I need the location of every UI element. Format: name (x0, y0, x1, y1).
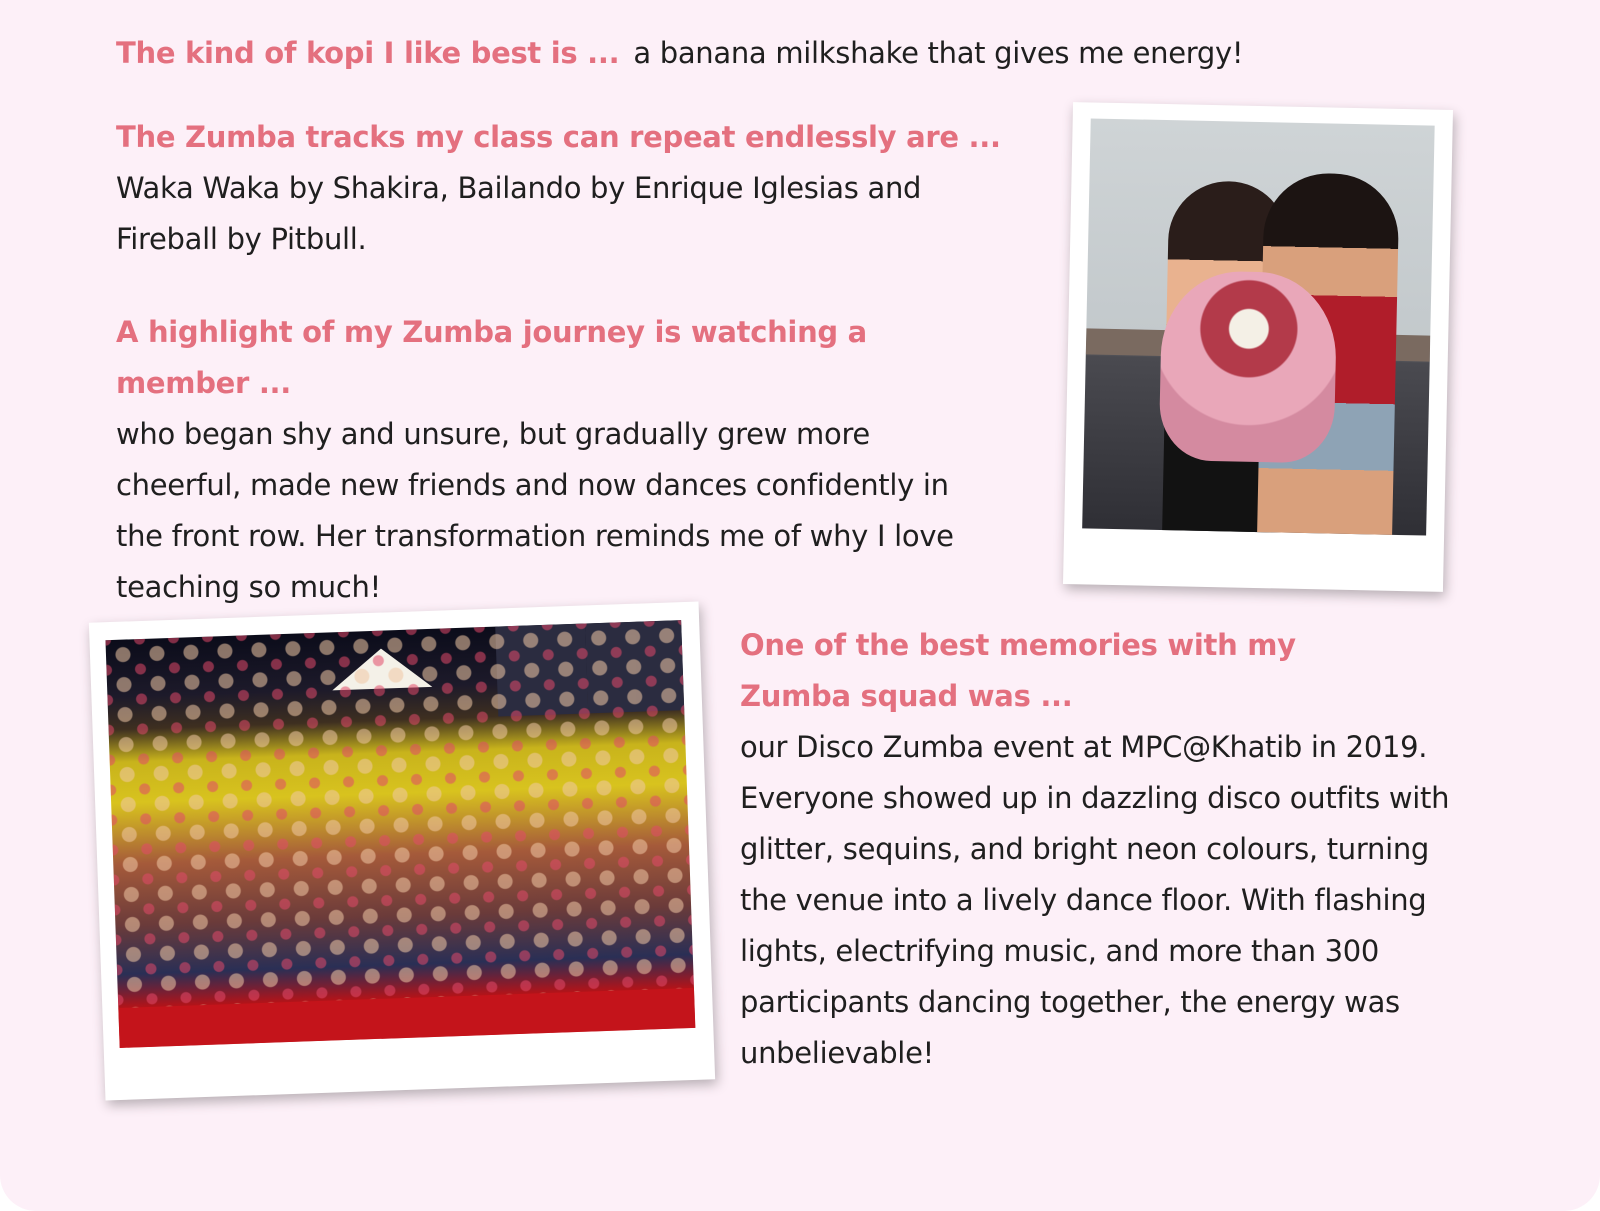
highlight-answer: who began shy and unsure, but gradually grew more cheerful, made new friends and now dances confidently in the front row. Her transformation reminds me of why I love teaching so much! (116, 417, 954, 604)
polaroid-photo-crowd (89, 602, 715, 1101)
flower-bouquet (1159, 270, 1338, 464)
kopi-section (116, 28, 1243, 79)
tracks-section (116, 112, 1016, 265)
tracks-question: The Zumba tracks my class can repeat endlessly are ... (116, 120, 1001, 154)
instructor-photo (1082, 118, 1435, 535)
polaroid-photo-instructor (1063, 102, 1453, 592)
highlight-question: A highlight of my Zumba journey is watching a member ... (116, 315, 867, 400)
highlight-section (116, 307, 996, 613)
disco-zumba-crowd-photo (105, 620, 695, 1048)
tracks-answer: Waka Waka by Shakira, Bailando by Enrique Iglesias and Fireball by Pitbull. (116, 171, 922, 256)
memory-question: One of the best memories with my Zumba squad was ... (740, 628, 1296, 713)
memory-answer: our Disco Zumba event at MPC@Khatib in 2019. Everyone showed up in dazzling disco outfits with glitter, sequins, and bright neon colours, turning the venue into a lively dance floor. With flashing lights, electrifying music, and more than 300 participants dancing together, the energy was unbelievable! (740, 730, 1450, 1070)
crowd-pattern (105, 620, 695, 1048)
kopi-answer: a banana milkshake that gives me energy! (633, 36, 1244, 70)
memory-section (740, 620, 1460, 1079)
kopi-question: The kind of kopi I like best is ... (116, 36, 620, 70)
